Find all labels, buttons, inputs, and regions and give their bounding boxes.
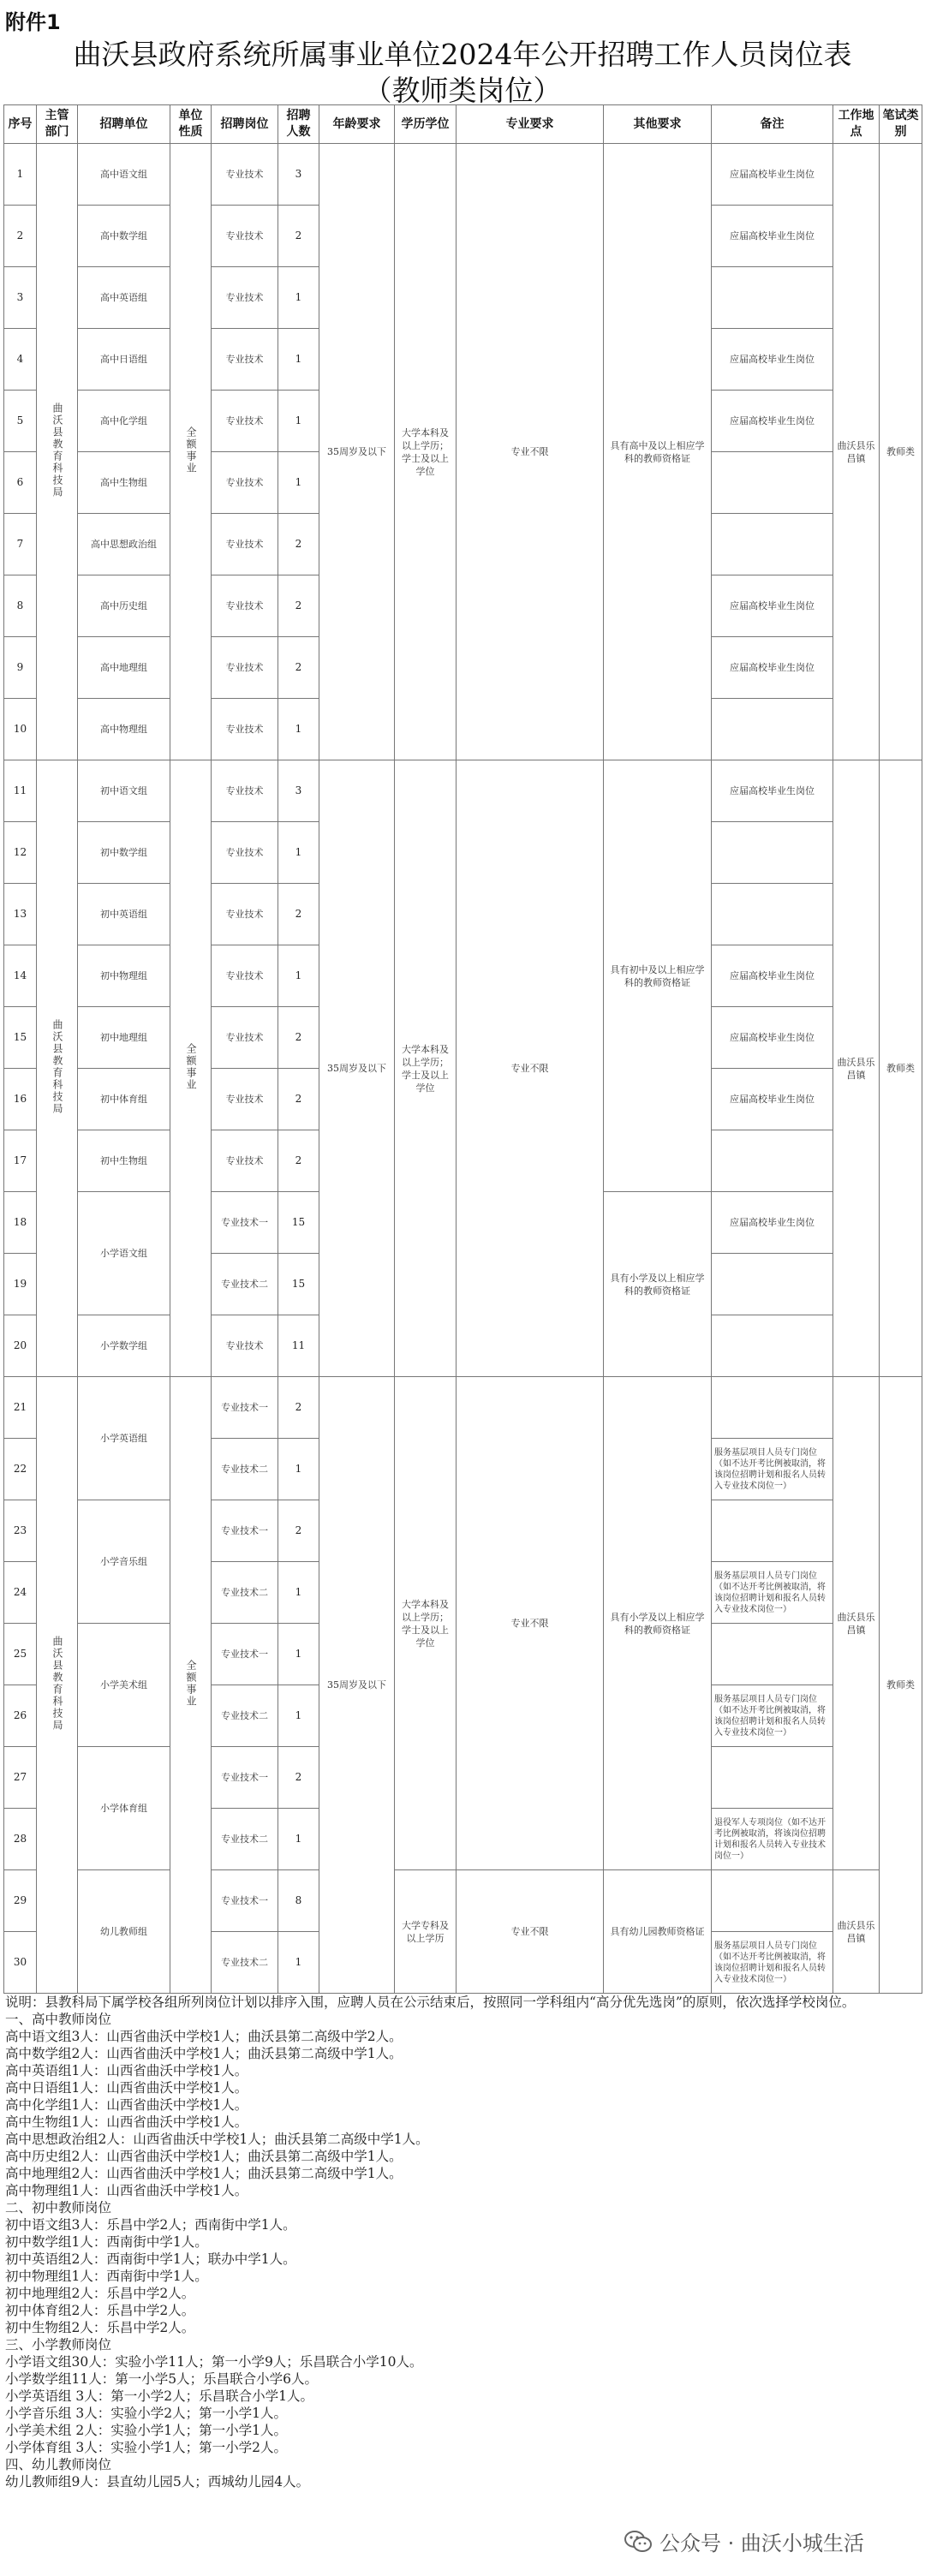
notes-line: 小学体育组 3人：实验小学1人；第一小学2人。: [5, 2440, 288, 2455]
unit-cell: 初中英语组: [78, 884, 170, 945]
seq-cell: 9: [4, 637, 37, 699]
post-cell: 专业技术二: [212, 1439, 278, 1500]
count-cell: 3: [278, 760, 319, 822]
post-cell: 专业技术: [212, 884, 278, 945]
count-cell: 1: [278, 822, 319, 884]
remark-cell: [712, 452, 833, 514]
header-nature: 单位性质: [170, 105, 212, 144]
seq-cell: 15: [4, 1007, 37, 1069]
post-cell: 专业技术: [212, 1007, 278, 1069]
table-header-row: [4, 105, 922, 144]
notes-line: 小学英语组 3人：第一小学2人；乐昌联合小学1人。: [5, 2388, 314, 2404]
notes-line: 初中数学组1人：西南街中学1人。: [5, 2234, 208, 2250]
notes-line: 幼儿教师组9人：县直幼儿园5人；西城幼儿园4人。: [5, 2474, 310, 2490]
post-cell: 专业技术一: [212, 1377, 278, 1439]
remark-cell: 服务基层项目人员专门岗位（如不达开考比例被取消，将该岗位招聘计划和报名人员转入专业技术岗位一）: [712, 1932, 833, 1994]
unit-cell: 小学数学组: [78, 1315, 170, 1377]
remark-cell: [712, 1254, 833, 1315]
seq-cell: 12: [4, 822, 37, 884]
remark-cell: 退役军人专项岗位（如不达开考比例被取消，将该岗位招聘计划和报名人员转入专业技术岗位一）: [712, 1809, 833, 1870]
notes-line: 小学语文组30人：实验小学11人；第一小学9人；乐昌联合小学10人。: [5, 2354, 423, 2370]
count-cell: 15: [278, 1192, 319, 1254]
remark-cell: [712, 884, 833, 945]
header-remark: 备注: [712, 105, 833, 144]
header-count: 招聘人数: [278, 105, 319, 144]
place-cell: 曲沃县乐昌镇: [833, 1870, 880, 1994]
seq-cell: 25: [4, 1624, 37, 1685]
unit-cell: 高中历史组: [78, 575, 170, 637]
post-cell: 专业技术二: [212, 1562, 278, 1624]
unit-cell: 小学语文组: [78, 1192, 170, 1315]
remark-cell: 应届高校毕业生岗位: [712, 391, 833, 452]
seq-cell: 28: [4, 1809, 37, 1870]
seq-cell: 29: [4, 1870, 37, 1932]
post-cell: 专业技术二: [212, 1932, 278, 1994]
unit-cell: 高中英语组: [78, 267, 170, 329]
count-cell: 1: [278, 1685, 319, 1747]
post-cell: 专业技术: [212, 452, 278, 514]
post-cell: 专业技术二: [212, 1254, 278, 1315]
attachment-label: 附件1: [5, 10, 61, 34]
seq-cell: 24: [4, 1562, 37, 1624]
dept-cell: 曲沃县教育科技局: [37, 760, 78, 1377]
header-unit: 招聘单位: [78, 105, 170, 144]
table-row: [4, 1377, 922, 1439]
remark-cell: 应届高校毕业生岗位: [712, 1007, 833, 1069]
seq-cell: 5: [4, 391, 37, 452]
notes-line: 小学美术组 2人：实验小学1人；第一小学1人。: [5, 2423, 288, 2438]
unit-cell: 小学音乐组: [78, 1500, 170, 1624]
post-cell: 专业技术: [212, 206, 278, 267]
count-cell: 11: [278, 1315, 319, 1377]
seq-cell: 8: [4, 575, 37, 637]
count-cell: 2: [278, 206, 319, 267]
count-cell: 1: [278, 699, 319, 760]
post-cell: 专业技术: [212, 637, 278, 699]
count-cell: 1: [278, 452, 319, 514]
seq-cell: 20: [4, 1315, 37, 1377]
post-cell: 专业技术: [212, 822, 278, 884]
count-cell: 2: [278, 575, 319, 637]
remark-cell: [712, 1870, 833, 1932]
other-cell: 具有小学及以上相应学科的教师资格证: [604, 1377, 712, 1870]
count-cell: 15: [278, 1254, 319, 1315]
post-cell: 专业技术: [212, 699, 278, 760]
count-cell: 8: [278, 1870, 319, 1932]
table-row: [4, 760, 922, 822]
remark-cell: [712, 267, 833, 329]
notes-line: 小学数学组11人：第一小学5人；乐昌联合小学6人。: [5, 2371, 318, 2387]
header-exam: 笔试类别: [880, 105, 922, 144]
count-cell: 2: [278, 514, 319, 575]
count-cell: 1: [278, 1439, 319, 1500]
place-cell: 曲沃县乐昌镇: [833, 760, 880, 1377]
post-cell: 专业技术: [212, 329, 278, 391]
remark-cell: 应届高校毕业生岗位: [712, 206, 833, 267]
table-row: [4, 144, 922, 206]
remark-cell: [712, 1315, 833, 1377]
count-cell: 1: [278, 1624, 319, 1685]
notes-line: 三、小学教师岗位: [5, 2337, 112, 2352]
seq-cell: 14: [4, 945, 37, 1007]
other-cell: 具有幼儿园教师资格证: [604, 1870, 712, 1994]
count-cell: 2: [278, 1500, 319, 1562]
place-cell: 曲沃县乐昌镇: [833, 144, 880, 760]
seq-cell: 18: [4, 1192, 37, 1254]
post-cell: 专业技术一: [212, 1192, 278, 1254]
seq-cell: 27: [4, 1747, 37, 1809]
count-cell: 2: [278, 1007, 319, 1069]
remark-cell: 服务基层项目人员专门岗位（如不达开考比例被取消，将该岗位招聘计划和报名人员转入专业技术岗位一）: [712, 1685, 833, 1747]
seq-cell: 10: [4, 699, 37, 760]
seq-cell: 17: [4, 1130, 37, 1192]
unit-cell: 小学体育组: [78, 1747, 170, 1870]
remark-cell: 应届高校毕业生岗位: [712, 1069, 833, 1130]
edu-cell: 大学本科及以上学历；学士及以上学位: [395, 760, 457, 1377]
notes-line: 高中语文组3人：山西省曲沃中学校1人；曲沃县第二高级中学2人。: [5, 2029, 403, 2044]
count-cell: 2: [278, 1069, 319, 1130]
header-age: 年龄要求: [319, 105, 395, 144]
notes-line: 初中英语组2人：西南街中学1人；联办中学1人。: [5, 2251, 296, 2267]
header-dept: 主管部门: [37, 105, 78, 144]
count-cell: 2: [278, 1747, 319, 1809]
unit-cell: 高中思想政治组: [78, 514, 170, 575]
exam-cell: 教师类: [880, 144, 922, 760]
unit-cell: 初中数学组: [78, 822, 170, 884]
remark-cell: 应届高校毕业生岗位: [712, 144, 833, 206]
count-cell: 2: [278, 637, 319, 699]
notes-line: 高中思想政治组2人：山西省曲沃中学校1人；曲沃县第二高级中学1人。: [5, 2132, 429, 2147]
notes-intro: 说明：县教科局下属学校各组所列岗位计划以排序入围，应聘人员在公示结束后，按照同一学科组内“高分优先选岗”的原则，依次选择学校岗位。: [5, 1995, 856, 2010]
notes-section: [5, 1994, 918, 2490]
post-cell: 专业技术一: [212, 1747, 278, 1809]
unit-cell: 小学英语组: [78, 1377, 170, 1500]
remark-cell: [712, 1500, 833, 1562]
notes-line: 高中英语组1人：山西省曲沃中学校1人。: [5, 2063, 248, 2078]
dept-cell: 曲沃县教育科技局: [37, 1377, 78, 1994]
post-cell: 专业技术: [212, 1130, 278, 1192]
unit-cell: 初中生物组: [78, 1130, 170, 1192]
unit-cell: 高中数学组: [78, 206, 170, 267]
unit-cell: 幼儿教师组: [78, 1870, 170, 1994]
post-cell: 专业技术: [212, 391, 278, 452]
count-cell: 1: [278, 945, 319, 1007]
remark-cell: [712, 1377, 833, 1439]
remark-cell: 应届高校毕业生岗位: [712, 1192, 833, 1254]
edu-cell: 大学本科及以上学历；学士及以上学位: [395, 1377, 457, 1870]
notes-line: 高中日语组1人：山西省曲沃中学校1人。: [5, 2080, 248, 2096]
exam-cell: 教师类: [880, 1377, 922, 1994]
post-cell: 专业技术: [212, 760, 278, 822]
count-cell: 2: [278, 1130, 319, 1192]
notes-line: 一、高中教师岗位: [5, 2012, 112, 2027]
unit-cell: 高中化学组: [78, 391, 170, 452]
notes-line: 高中数学组2人：山西省曲沃中学校1人；曲沃县第二高级中学1人。: [5, 2046, 403, 2061]
header-seq: 序号: [4, 105, 37, 144]
post-cell: 专业技术: [212, 1315, 278, 1377]
unit-cell: 初中语文组: [78, 760, 170, 822]
unit-cell: 高中语文组: [78, 144, 170, 206]
header-major: 专业要求: [457, 105, 604, 144]
positions-table: [3, 104, 922, 1994]
seq-cell: 7: [4, 514, 37, 575]
major-cell: 专业不限: [457, 144, 604, 760]
seq-cell: 26: [4, 1685, 37, 1747]
unit-cell: 高中地理组: [78, 637, 170, 699]
unit-cell: 初中物理组: [78, 945, 170, 1007]
count-cell: 2: [278, 1377, 319, 1439]
header-post: 招聘岗位: [212, 105, 278, 144]
seq-cell: 4: [4, 329, 37, 391]
remark-cell: 应届高校毕业生岗位: [712, 575, 833, 637]
unit-cell: 高中生物组: [78, 452, 170, 514]
notes-line: 高中化学组1人：山西省曲沃中学校1人。: [5, 2097, 248, 2113]
remark-cell: 服务基层项目人员专门岗位（如不达开考比例被取消，将该岗位招聘计划和报名人员转入专业技术岗位一）: [712, 1562, 833, 1624]
unit-cell: 小学美术组: [78, 1624, 170, 1747]
notes-line: 初中物理组1人：西南街中学1人。: [5, 2269, 208, 2284]
header-other: 其他要求: [604, 105, 712, 144]
remark-cell: 应届高校毕业生岗位: [712, 637, 833, 699]
post-cell: 专业技术一: [212, 1870, 278, 1932]
notes-line: 高中物理组1人：山西省曲沃中学校1人。: [5, 2183, 248, 2198]
count-cell: 1: [278, 1932, 319, 1994]
unit-cell: 初中地理组: [78, 1007, 170, 1069]
post-cell: 专业技术: [212, 514, 278, 575]
unit-cell: 高中物理组: [78, 699, 170, 760]
post-cell: 专业技术: [212, 575, 278, 637]
notes-line: 二、初中教师岗位: [5, 2200, 112, 2215]
dept-cell: 曲沃县教育科技局: [37, 144, 78, 760]
remark-cell: 服务基层项目人员专门岗位（如不达开考比例被取消，将该岗位招聘计划和报名人员转入专业技术岗位一）: [712, 1439, 833, 1500]
remark-cell: [712, 822, 833, 884]
remark-cell: [712, 1747, 833, 1809]
nature-cell: 全额事业: [170, 1377, 212, 1994]
remark-cell: [712, 514, 833, 575]
count-cell: 1: [278, 1562, 319, 1624]
place-cell: 曲沃县乐昌镇: [833, 1377, 880, 1870]
unit-cell: 高中日语组: [78, 329, 170, 391]
seq-cell: 11: [4, 760, 37, 822]
notes-line: 四、幼儿教师岗位: [5, 2457, 112, 2472]
post-cell: 专业技术一: [212, 1500, 278, 1562]
wechat-icon: [624, 2529, 653, 2555]
post-cell: 专业技术二: [212, 1685, 278, 1747]
post-cell: 专业技术: [212, 1069, 278, 1130]
other-cell: 具有高中及以上相应学科的教师资格证: [604, 144, 712, 760]
other-cell: 具有小学及以上相应学科的教师资格证: [604, 1192, 712, 1377]
age-cell: 35周岁及以下: [319, 144, 395, 760]
exam-cell: 教师类: [880, 760, 922, 1377]
notes-line: 小学音乐组 3人：实验小学2人；第一小学1人。: [5, 2406, 288, 2421]
post-cell: 专业技术一: [212, 1624, 278, 1685]
count-cell: 1: [278, 329, 319, 391]
seq-cell: 3: [4, 267, 37, 329]
seq-cell: 2: [4, 206, 37, 267]
remark-cell: [712, 1130, 833, 1192]
notes-line: 初中语文组3人：乐昌中学2人；西南街中学1人。: [5, 2217, 296, 2233]
nature-cell: 全额事业: [170, 144, 212, 760]
remark-cell: [712, 1624, 833, 1685]
seq-cell: 19: [4, 1254, 37, 1315]
wechat-watermark: [624, 2526, 864, 2556]
count-cell: 1: [278, 267, 319, 329]
count-cell: 2: [278, 884, 319, 945]
header-edu: 学历学位: [395, 105, 457, 144]
seq-cell: 30: [4, 1932, 37, 1994]
notes-line: 初中体育组2人：乐昌中学2人。: [5, 2303, 195, 2318]
notes-line: 初中生物组2人：乐昌中学2人。: [5, 2320, 195, 2335]
edu-cell: 大学专科及以上学历: [395, 1870, 457, 1994]
notes-line: 高中地理组2人：山西省曲沃中学校1人；曲沃县第二高级中学1人。: [5, 2166, 403, 2181]
post-cell: 专业技术: [212, 945, 278, 1007]
post-cell: 专业技术二: [212, 1809, 278, 1870]
major-cell: 专业不限: [457, 760, 604, 1377]
remark-cell: 应届高校毕业生岗位: [712, 760, 833, 822]
major-cell: 专业不限: [457, 1377, 604, 1870]
header-place: 工作地点: [833, 105, 880, 144]
seq-cell: 1: [4, 144, 37, 206]
count-cell: 1: [278, 1809, 319, 1870]
notes-line: 高中生物组1人：山西省曲沃中学校1人。: [5, 2114, 248, 2130]
age-cell: 35周岁及以下: [319, 1377, 395, 1994]
edu-cell: 大学本科及以上学历；学士及以上学位: [395, 144, 457, 760]
age-cell: 35周岁及以下: [319, 760, 395, 1377]
nature-cell: 全额事业: [170, 760, 212, 1377]
seq-cell: 22: [4, 1439, 37, 1500]
seq-cell: 16: [4, 1069, 37, 1130]
notes-line: 初中地理组2人：乐昌中学2人。: [5, 2286, 195, 2301]
remark-cell: 应届高校毕业生岗位: [712, 329, 833, 391]
post-cell: 专业技术: [212, 267, 278, 329]
count-cell: 1: [278, 391, 319, 452]
major-cell: 专业不限: [457, 1870, 604, 1994]
other-cell: 具有初中及以上相应学科的教师资格证: [604, 760, 712, 1192]
remark-cell: 应届高校毕业生岗位: [712, 945, 833, 1007]
seq-cell: 23: [4, 1500, 37, 1562]
table-row: [4, 1870, 922, 1932]
unit-cell: 初中体育组: [78, 1069, 170, 1130]
seq-cell: 6: [4, 452, 37, 514]
post-cell: 专业技术: [212, 144, 278, 206]
watermark-text: 公众号 · 曲沃小城生活: [659, 2531, 864, 2555]
seq-cell: 21: [4, 1377, 37, 1439]
count-cell: 3: [278, 144, 319, 206]
remark-cell: [712, 699, 833, 760]
notes-line: 高中历史组2人：山西省曲沃中学校1人；曲沃县第二高级中学1人。: [5, 2149, 403, 2164]
page-subtitle: （教师类岗位）: [363, 74, 562, 107]
page-title: 曲沃县政府系统所属事业单位2024年公开招聘工作人员岗位表: [73, 38, 852, 71]
seq-cell: 13: [4, 884, 37, 945]
